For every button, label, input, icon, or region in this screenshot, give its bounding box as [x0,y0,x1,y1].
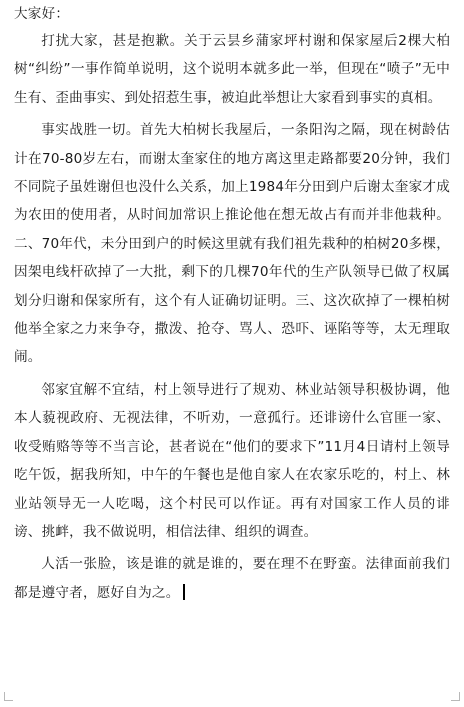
page-corner-mark-right [451,692,460,701]
paragraph-3: 邻家宜解不宜结，村上领导进行了规劝、林业站领导积极协调，他本人藐视政府、无视法律，不听劝，一意孤行。还诽谤什么官匪一家、收受贿赂等等不当言论，甚者说在“他们的要求下”11月4日请村上领导吃午饭，据我所知，中午的午餐也是他自家人在农家乐吃的，村上、林业站领导无一人吃喝，这个村民可以作证。再有对国家工作人员的诽谤、挑衅，我不做说明，相信法律、组织的调查。 [14,381,450,540]
paragraph-2: 事实战胜一切。首先大柏树长我屋后，一条阳沟之隔，现在树龄估计在70-80岁左右，而谢太奎家住的地方离这里走路都要20分钟，我们不同院子虽姓谢但也没什么关系，加上1984年分田到户后谢太奎家才成为农田的使用者，从时间加常识上推论他在想无故占有而并非他栽种。二、70年代，未分田到户的时候这里就有我们祖先栽种的柏树20多棵，因架电线杆砍掉了一大批，剩下的几棵70年代的生产队领导已做了权属划分归谢和保家所有，这个有人证确切证明。三、这次砍掉了一棵柏树他举全家之力来争夺，撒泼、抢夺、骂人、恐吓、诬陷等等，太无理取闹。 [14,122,450,366]
salutation: 大家好： [14,6,70,22]
paragraph-4 [14,550,450,607]
page-corner-mark-left [4,692,13,701]
paragraph-1: 打扰大家，甚是抱歉。关于云昙乡蒲家坪村谢和保家屋后2棵大柏树“纠纷”一事作简单说明，这个说明本就多此一举，但现在“喷子”无中生有、歪曲事实、到处招惹生事，被迫此举想让大家看到事实的真相。 [14,33,450,106]
paragraph-4-text: 人活一张脸，该是谁的就是谁的，要在理不在野蛮。法律面前我们都是遵守者，愿好自为之。 [14,556,450,601]
text-cursor [183,584,185,600]
